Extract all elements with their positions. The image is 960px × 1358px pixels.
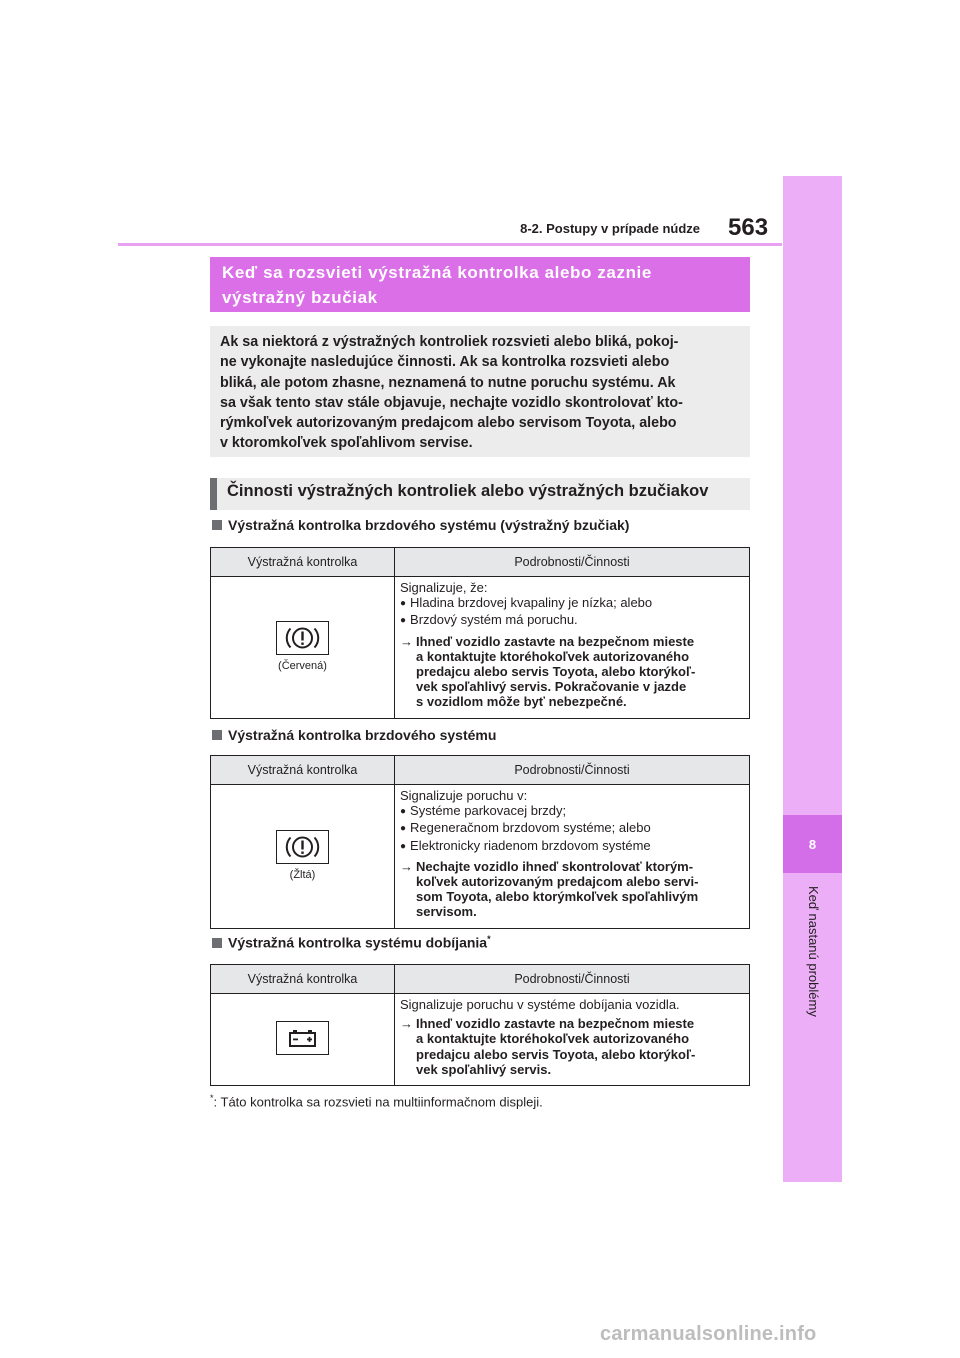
arrow-icon: →: [400, 633, 413, 649]
square-bullet-icon: [212, 938, 222, 948]
action-line: s vozidlom môže byť nebezpečné.: [416, 694, 627, 710]
bullet-item: ● Elektronicky riadenom brzdovom systéme: [400, 838, 744, 855]
chapter-number-tab: 8: [783, 815, 842, 873]
section-title-text: Výstražná kontrolka brzdového systému (výstražný bzučiak): [228, 517, 630, 533]
action-line: Ihneď vozidlo zastavte na bezpečnom mieste: [416, 1016, 695, 1032]
arrow-icon: →: [400, 858, 413, 874]
action-block: [400, 634, 744, 710]
watermark: carmanualsonline.info: [600, 1323, 817, 1345]
intro-line: bliká, ale potom zhasne, neznamená to nutne poruchu systému. Ak: [220, 374, 676, 391]
intro-box: [210, 326, 750, 457]
icon-cell: [211, 577, 395, 719]
brake-warning-icon: [276, 830, 329, 864]
section-title-2: [212, 727, 496, 743]
action-line: predajcu alebo servis Toyota, alebo ktorýkoľ-: [416, 664, 696, 680]
table-header-row: [211, 548, 750, 577]
details-cell: [395, 994, 750, 1086]
bullet-item: ● Hladina brzdovej kvapaliny je nízka; alebo: [400, 595, 744, 612]
bullet-item: ● Systéme parkovacej brzdy;: [400, 803, 744, 820]
col-header-light: Výstražná kontrolka: [211, 548, 395, 577]
table-row: [211, 785, 750, 929]
square-bullet-icon: [212, 730, 222, 740]
intro-line: rýmkoľvek autorizovaným predajcom alebo servisom Toyota, alebo: [220, 415, 677, 432]
footnote: [210, 1093, 543, 1109]
action-line: a kontaktujte ktoréhokoľvek autorizovaného: [416, 1031, 690, 1047]
table-header-row: [211, 965, 750, 994]
intro-line: v ktoromkoľvek spoľahlivom servise.: [220, 435, 473, 452]
action-line: koľvek autorizovaným predajcom alebo servi-: [416, 874, 699, 890]
intro-line: Ak sa niektorá z výstražných kontroliek rozsvieti alebo bliká, pokoj-: [220, 334, 679, 350]
action-line: servisom.: [416, 904, 477, 920]
section-banner: [210, 257, 750, 312]
action-block: [400, 1016, 744, 1077]
details-intro: Signalizuje poruchu v:: [400, 788, 528, 803]
action-line: vek spoľahlivý servis. Pokračovanie v jazde: [416, 679, 687, 695]
details-intro: Signalizuje poruchu v systéme dobíjania vozidla.: [400, 997, 680, 1012]
footnote-marker: *: [487, 934, 491, 944]
details-cell: [395, 785, 750, 929]
page-number: 563: [728, 214, 769, 241]
battery-icon: [276, 1021, 329, 1055]
details-intro: Signalizuje, že:: [400, 580, 488, 595]
arrow-icon: →: [400, 1016, 413, 1032]
chapter-label-text: Keď nastanú problémy: [806, 886, 821, 1017]
action-line: predajcu alebo servis Toyota, alebo ktorýkoľ-: [416, 1046, 696, 1062]
col-header-light: Výstražná kontrolka: [211, 756, 395, 785]
action-line: Nechajte vozidlo ihneď skontrolovať ktorým-: [416, 858, 694, 874]
chapter-label: [803, 886, 823, 1066]
table-row: [211, 994, 750, 1086]
icon-cell: [211, 994, 395, 1086]
col-header-light: Výstražná kontrolka: [211, 965, 395, 994]
brake-warning-icon: [276, 621, 329, 655]
details-cell: [395, 577, 750, 719]
section-title-3: [212, 934, 491, 951]
warning-table-3: [210, 964, 750, 1086]
col-header-details: Podrobnosti/Činnosti: [395, 756, 750, 785]
table-header-row: [211, 756, 750, 785]
section-title-1: [212, 517, 629, 533]
bullet-item: ● Regeneračnom brzdovom systéme; alebo: [400, 820, 744, 837]
action-line: a kontaktujte ktoréhokoľvek autorizovaného: [416, 648, 690, 664]
running-head: 8-2. Postupy v prípade núdze: [520, 221, 700, 236]
action-line: vek spoľahlivý servis.: [416, 1061, 552, 1077]
table-row: [211, 577, 750, 719]
col-header-details: Podrobnosti/Činnosti: [395, 548, 750, 577]
bullet-item: ● Brzdový systém má poruchu.: [400, 612, 744, 629]
banner-line-2: výstražný bzučiak: [222, 288, 378, 307]
square-bullet-icon: [212, 520, 222, 530]
icon-caption: (Červená): [278, 659, 327, 672]
warning-table-1: [210, 547, 750, 719]
banner-line-1: Keď sa rozsvieti výstražná kontrolka alebo zaznie: [222, 263, 652, 282]
action-line: som Toyota, alebo ktorýmkoľvek spoľahlivým: [416, 889, 699, 905]
intro-line: sa však tento stav stále objavuje, nechajte vozidlo skontrolovať kto-: [220, 394, 683, 411]
warning-table-2: [210, 755, 750, 929]
subheading: Činnosti výstražných kontroliek alebo výstražných bzučiakov: [210, 478, 750, 510]
section-title-text: Výstražná kontrolka brzdového systému: [228, 727, 497, 743]
icon-cell: [211, 785, 395, 929]
action-block: [400, 859, 744, 920]
icon-caption: (Žltá): [289, 868, 316, 881]
col-header-details: Podrobnosti/Činnosti: [395, 965, 750, 994]
action-line: Ihneď vozidlo zastavte na bezpečnom mieste: [416, 633, 695, 649]
intro-line: ne vykonajte nasledujúce činnosti. Ak sa kontrolka rozsvieti alebo: [220, 354, 670, 371]
header-rule: [118, 243, 782, 246]
footnote-text: : Táto kontrolka sa rozsvieti na multiinformačnom displeji.: [213, 1094, 543, 1110]
section-title-text: Výstražná kontrolka systému dobíjania: [228, 934, 488, 951]
footnote-marker: *: [210, 1093, 214, 1103]
